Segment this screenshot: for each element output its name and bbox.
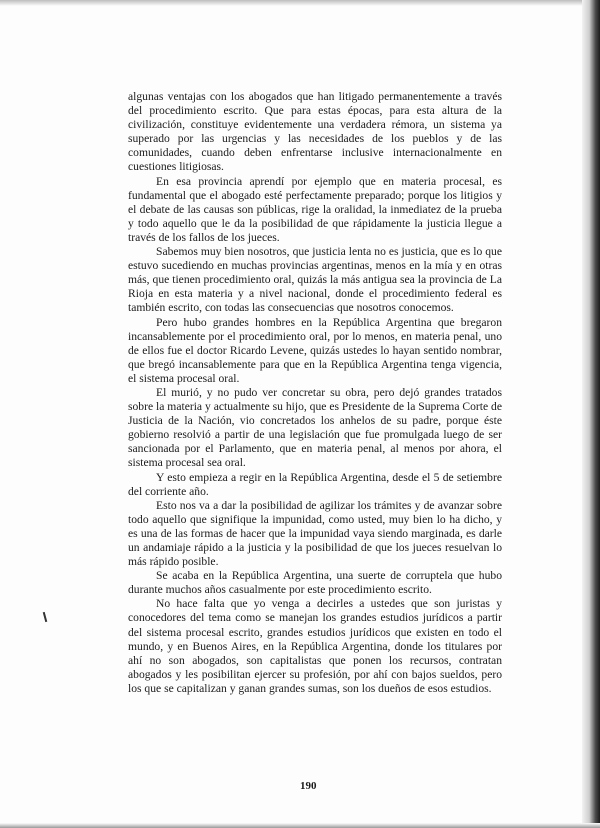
scan-edge-bottom [0, 823, 600, 828]
page-number: 190 [300, 780, 317, 792]
paragraph-9: No hace falta que yo venga a decirles a ustedes que son juristas y conocedores del tema como se manejan los grandes estudios jurídicos a partir del sistema procesal escrito, grandes estudios jurídicos que existen en todo el mundo, y en Buenos Aires, en la República Argentina, donde los titulares por ahí no son abogados, son capitalistas que ponen los recursos, contratan abogados y les posibilitan ejercer su profesión, por ahí con bajos sueldos, pero los que se capitalizan y ganan grandes sumas, son los dueños de esos estudios. [128, 597, 502, 695]
paragraph-1: algunas ventajas con los abogados que han litigado permanentemente a través del procedimiento escrito. Que para estas épocas, para esta altura de la civilización, constituye evidentemente una verdadera rémora, un sistema ya superado por las urgencias y las necesidades de los pueblos y de las comunidades, cuando deben enfrentarse inclusive internacionalmente en cuestiones litigiosas. [128, 90, 502, 174]
paragraph-3: Sabemos muy bien nosotros, que justicia lenta no es justicia, que es lo que estuvo sucediendo en muchas provincias argentinas, menos en la mía y en otras más, que tienen procedimiento oral, quizás la más antigua sea la provincia de La Rioja en esta materia y a nivel nacional, donde el procedimiento federal es también escrito, con todas las consecuencias que nosotros conocemos. [128, 245, 502, 315]
paragraph-5: El murió, y no pudo ver concretar su obra, pero dejó grandes tratados sobre la materia y actualmente su hijo, que es Presidente de la Suprema Corte de Justicia de la Nación, vio concretados los anhelos de su padre, porque éste gobierno resolvió a partir de una legislación que fue promulgada luego de ser sancionada por el Parlamento, que en materia penal, al menos por ahora, el sistema procesal sea oral. [128, 385, 502, 470]
paragraph-8: Se acaba en la República Argentina, una suerte de corruptela que hubo durante muchos años casualmente por este procedimiento escrito. [128, 569, 502, 597]
paragraph-7: Esto nos va a dar la posibilidad de agilizar los trámites y de avanzar sobre todo aquello que signifique la impunidad, como usted, muy bien lo ha dicho, y es una de las formas de hacer que la impunidad vaya siendo marginada, es darle un andamiaje rápido a la justicia y la posibilidad de que los jueces resuelvan lo más rápido posible. [128, 498, 502, 569]
paragraph-6: Y esto empieza a regir en la República Argentina, desde el 5 de setiembre del corriente año. [128, 470, 502, 498]
margin-mark [43, 612, 48, 622]
paragraph-2: En esa provincia aprendí por ejemplo que en materia procesal, es fundamental que el abogado esté perfectamente preparado; porque los litigios y el debate de las causas son públicas, rige la oralidad, la inmediatez de la prueba y todo aquello que le da la posibilidad de que rápidamente la justicia llegue a través de los fallos de los jueces. [128, 174, 502, 244]
body-text [128, 90, 502, 696]
scan-edge-right [582, 0, 600, 828]
paragraph-4: Pero hubo grandes hombres en la República Argentina que bregaron incansablemente por el procedimiento oral, por lo menos, en materia penal, uno de ellos fue el doctor Ricardo Levene, quizás ustedes lo hayan sentido nombrar, que bregó incansablemente para que en la República Argentina tenga vigencia, el sistema procesal oral. [128, 315, 502, 385]
scan-edge-top [0, 0, 600, 6]
